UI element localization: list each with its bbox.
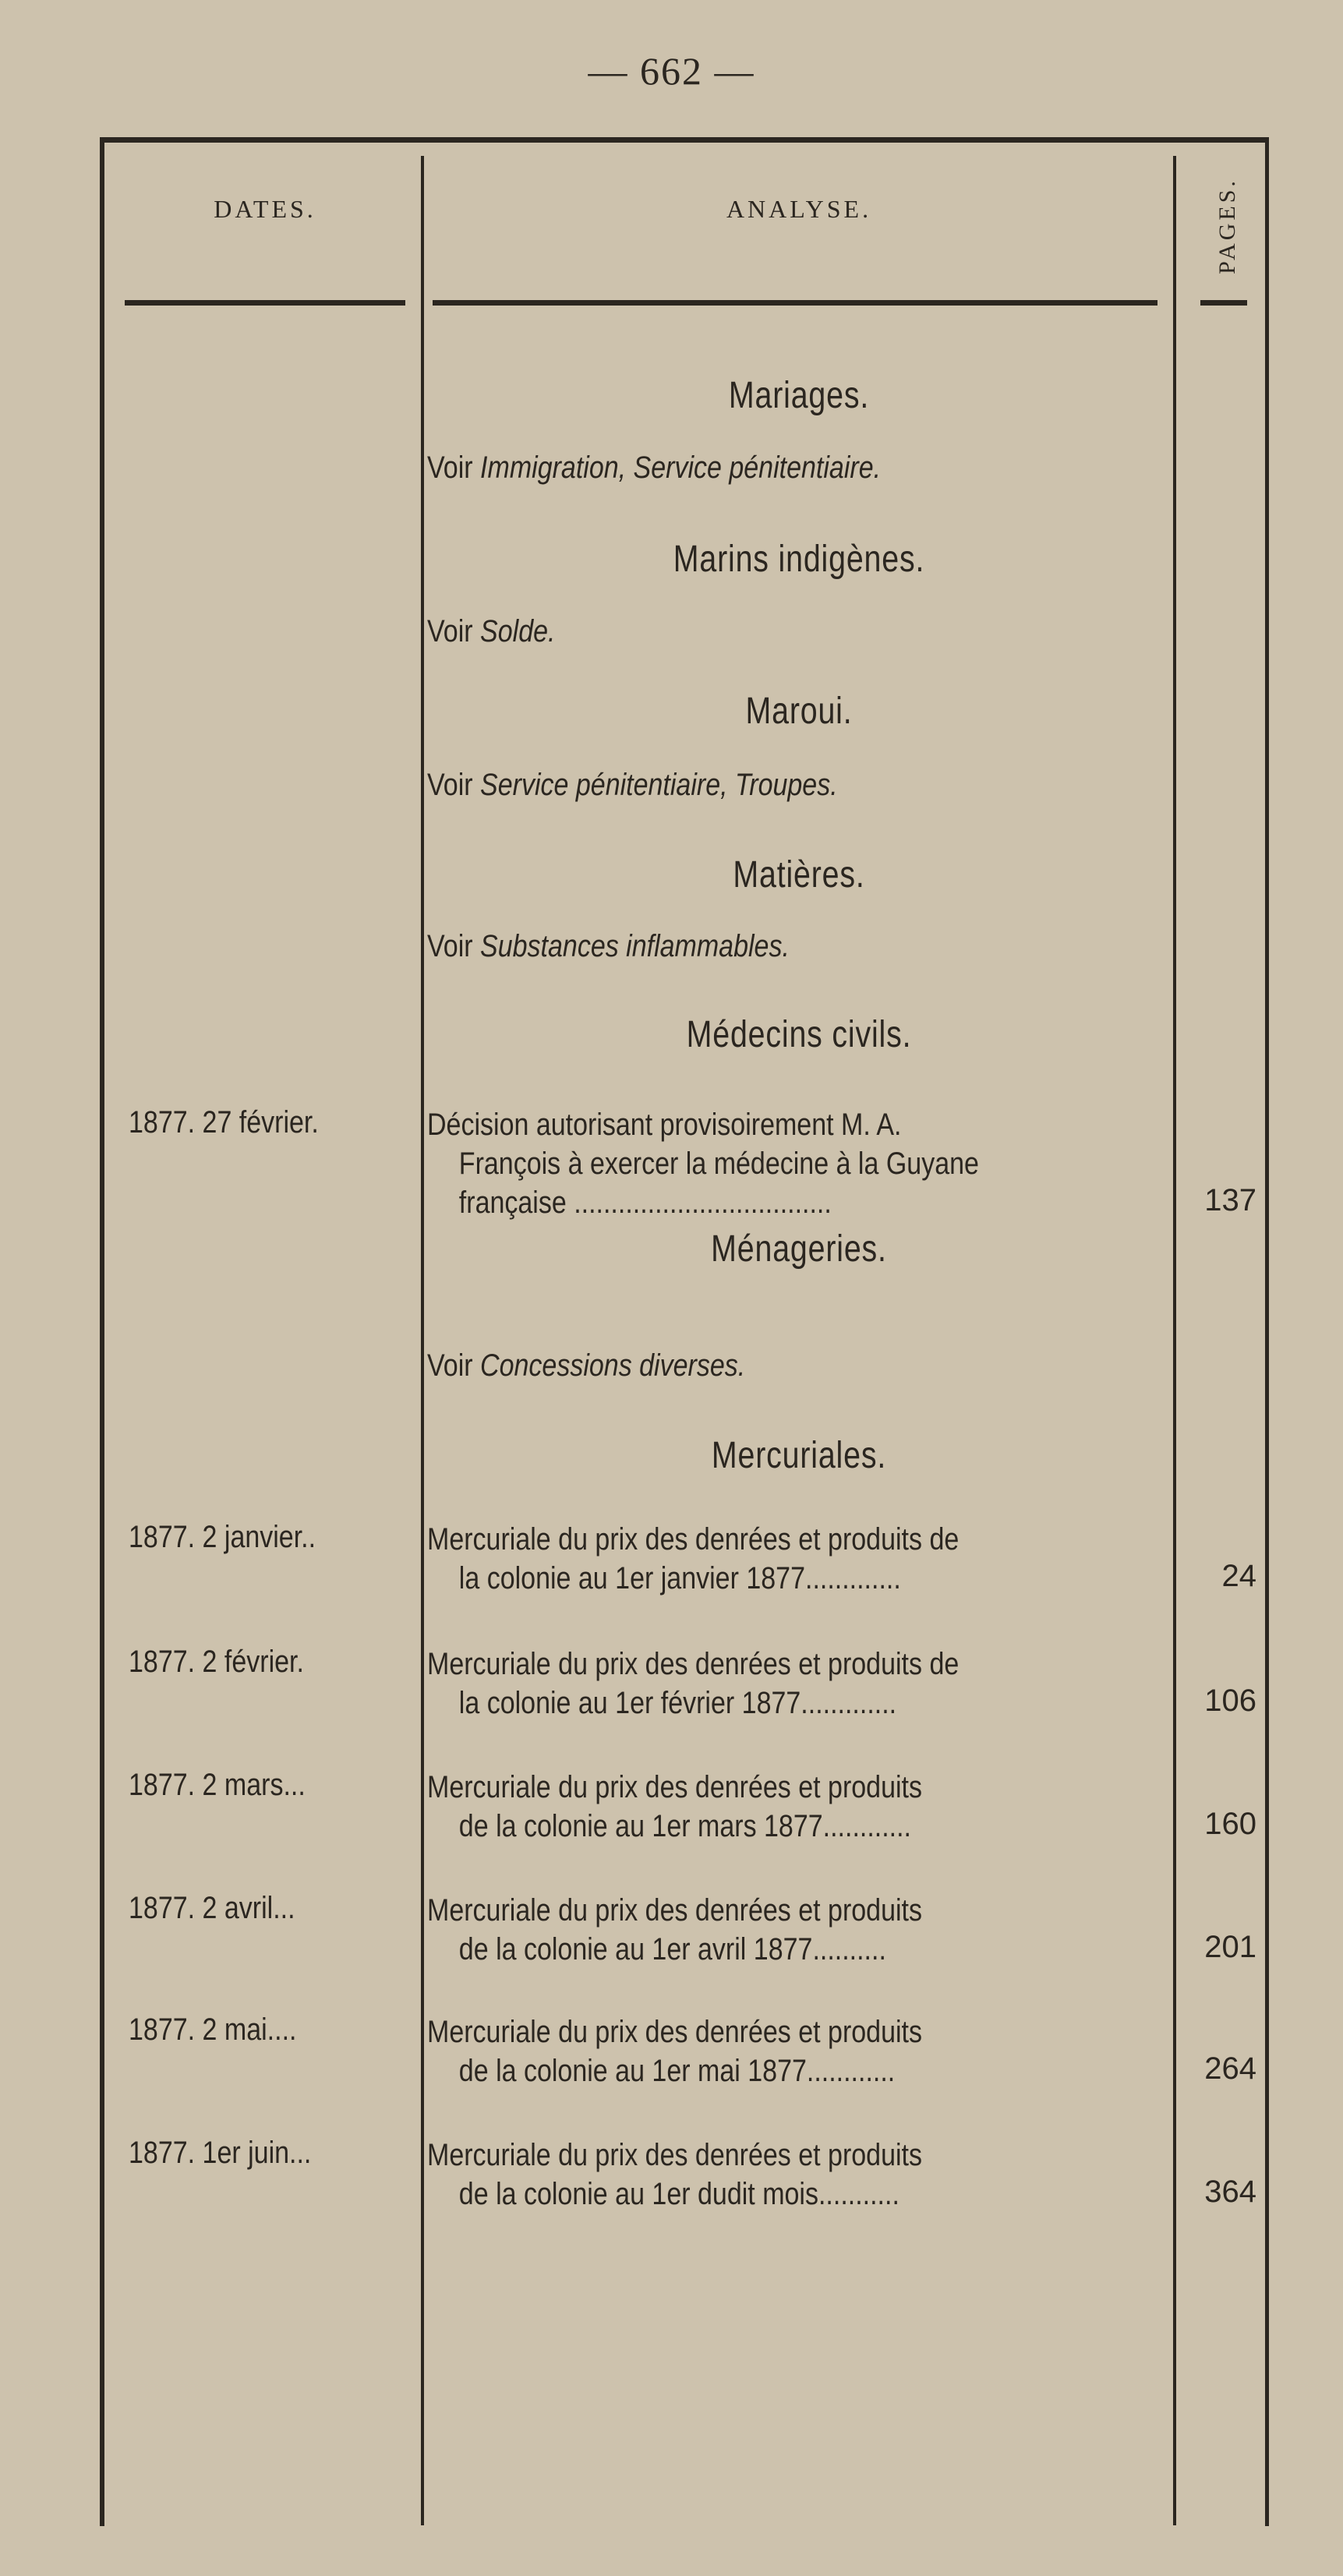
- entry-date: 1877. 2 février.: [129, 1645, 304, 1679]
- entry-page: 264: [1204, 2051, 1256, 2086]
- section-heading: Ménageries.: [711, 1228, 887, 1270]
- column-divider-dates: [421, 156, 424, 2525]
- entry-text: Mercuriale du prix des denrées et produits de la colonie au 1er avril 1877..........: [427, 1893, 923, 1966]
- entry-text: Mercuriale du prix des denrées et produits de la colonie au 1er février 1877.............: [427, 1647, 960, 1720]
- entry-page: 364: [1204, 2175, 1256, 2209]
- entry-date: 1877. 27 février.: [129, 1105, 319, 1140]
- entry-page: 24: [1221, 1559, 1256, 1593]
- column-header-analyse: ANALYSE.: [726, 195, 872, 223]
- see-also: Voir Solde.: [427, 614, 556, 648]
- section-heading: Mercuriales.: [711, 1435, 887, 1476]
- entry-date: 1877. 2 janvier..: [129, 1520, 316, 1554]
- section-heading: Marins indigènes.: [673, 539, 925, 580]
- entry-text: Mercuriale du prix des denrées et produits de la colonie au 1er dudit mois...........: [427, 2138, 923, 2211]
- see-also: Voir Immigration, Service pénitentiaire.: [427, 451, 882, 485]
- entry-date: 1877. 2 avril...: [129, 1891, 295, 1925]
- page-number: — 662 —: [588, 49, 755, 93]
- entry-date: 1877. 2 mars...: [129, 1768, 306, 1802]
- see-also: Voir Service pénitentiaire, Troupes.: [427, 768, 838, 802]
- column-header-pages-label: PAGES.: [1214, 178, 1240, 274]
- section-heading: Maroui.: [745, 691, 853, 732]
- entry-page: 160: [1204, 1807, 1256, 1841]
- entry-text: Mercuriale du prix des denrées et produits de la colonie au 1er mai 1877............: [427, 2015, 923, 2088]
- entry-date: 1877. 2 mai....: [129, 2012, 297, 2047]
- entry-text: Mercuriale du prix des denrées et produits de la colonie au 1er mars 1877............: [427, 1770, 923, 1843]
- entry-text: Décision autorisant provisoirement M. A. François à exercer la médecine à la Guyane française ...................................: [427, 1108, 979, 1220]
- entry-page: 137: [1204, 1183, 1256, 1217]
- column-header-pages: [1193, 156, 1263, 296]
- column-header-dates: DATES.: [214, 195, 316, 223]
- entry-text: Mercuriale du prix des denrées et produits de la colonie au 1er janvier 1877.............: [427, 1522, 960, 1595]
- see-also: Voir Concessions diverses.: [427, 1348, 746, 1383]
- section-heading: Matières.: [733, 854, 865, 896]
- entry-page: 201: [1204, 1930, 1256, 1964]
- header-rule-dates: [125, 300, 405, 306]
- header-rule-analyse: [433, 300, 1157, 306]
- section-heading: Mariages.: [728, 375, 870, 416]
- section-heading: Médecins civils.: [686, 1014, 912, 1055]
- entry-page: 106: [1204, 1684, 1256, 1718]
- header-rule-pages: [1200, 300, 1247, 306]
- see-also: Voir Substances inflammables.: [427, 929, 790, 963]
- entry-date: 1877. 1er juin...: [129, 2136, 312, 2170]
